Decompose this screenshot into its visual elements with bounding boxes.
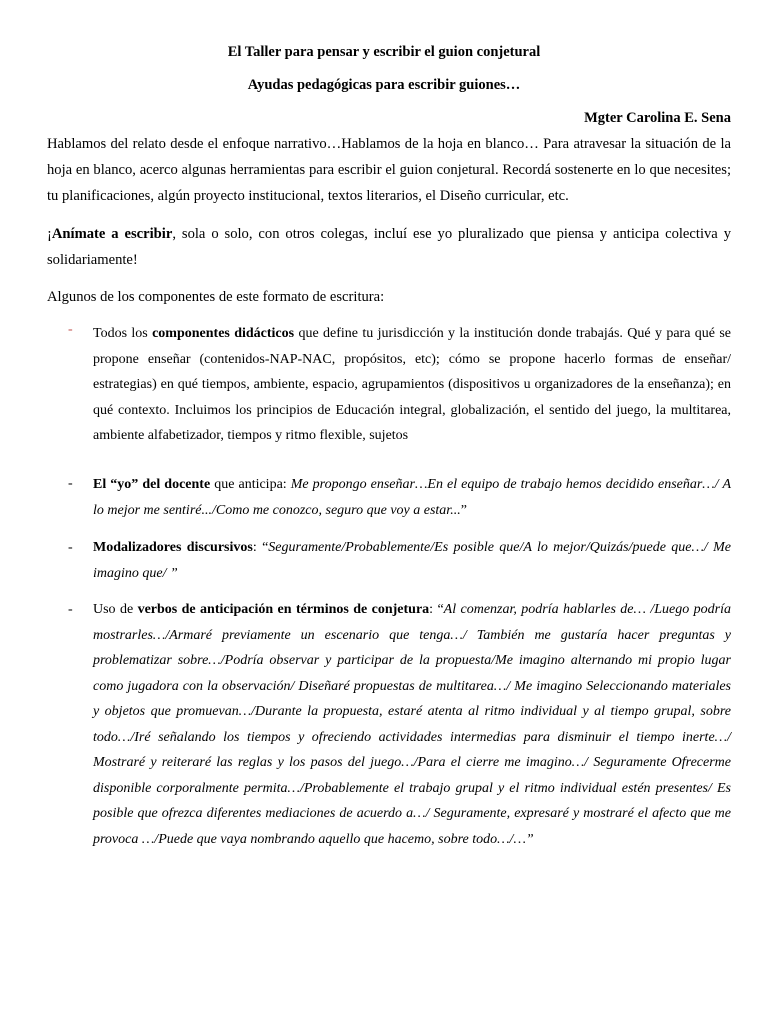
item-text: que anticipa: (210, 477, 291, 492)
document-title: El Taller para pensar y escribir el guion conjetural (227, 44, 541, 60)
item-end: ” (460, 502, 467, 518)
encourage-paragraph (47, 221, 731, 273)
list-dash: - (68, 540, 73, 555)
encourage-open: ¡ (47, 226, 52, 242)
list-dash: - (68, 602, 73, 617)
document-subtitle: Ayudas pedagógicas para escribir guiones… (247, 77, 521, 93)
item-italic: Seguramente/Probablemente/Es posible que/A lo mejor/Quizás/puede que…/ Me imagino que/ ” (93, 540, 731, 581)
item-pre: Uso de (93, 602, 138, 617)
item-bold: Modalizadores discursivos (93, 540, 253, 555)
item-text: : “ (252, 540, 269, 555)
list-item-yo-docente (93, 472, 731, 523)
item-italic: Al comenzar, podría hablarles de… /Luego podría mostrarles…/Armaré previamente un escenario que tenga…/ También me gustaría hacer preguntas y problematizar sobre…/Podría observar y participar de la propuesta/Me imagino alternando mi propio lugar como jugadora con la observación/ Diseñaré propuestas de multitarea…/ Me imagino Seleccionando materiales y objetos que promuevan…/Durante la propuesta, estaré atenta al ritmo individual y al tiempo grupal, sobre todo…/Iré señalando los tiempos y ofreciendo actividades intermedias para disminuir el tiempo inerte…/ Mostraré y reiteraré las reglas y los pasos del juego…/Para el cierre me imagino…/ Seguramente Ofrecerme disponible corporalmente permita…/Probablemente el trabajo grupal y el ritmo individual estén presentes/ Es posible que ofrezca diferentes mediaciones de acuerdo a…/ Seguramente, expresaré y mostraré el afecto que me provoca …/Puede que vaya nombrando aquello que hacemo, sobre todo…/…” (93, 602, 731, 847)
list-dash: - (68, 322, 73, 337)
item-italic: Me propongo enseñar…En el equipo de trabajo hemos decidido enseñar…/ A lo mejor me sentiré.../Como me conozco, seguro que voy a estar... (93, 477, 731, 518)
encourage-bold: Anímate a escribir (51, 226, 173, 242)
list-item-components (93, 321, 731, 449)
list-item-verbos (93, 597, 731, 852)
item-text: que define tu jurisdicción y la institución donde trabajás. Qué y para qué se propone enseñar (contenidos-NAP-NAC, propósitos, etc); cómo se propone hacerlo formas de enseñar/ estrategias) en qué tiempos, ambiente, espacio, agrupamientos (dispositivos u organizadores de la enseñanza); en qué contexto. Incluimos los principios de Educación integral, globalización, el sentido del juego, la multitarea, ambiente alfabetizador, tiempos y ritmo flexible, sujetos (93, 326, 731, 443)
item-bold: El “yo” del docente (93, 477, 211, 492)
intro-paragraph: Hablamos del relato desde el enfoque narrativo…Hablamos de la hoja en blanco… Para atravesar la situación de la hoja en blanco, acerco algunas herramientas para escribir el guion conjetural. Recordá sostenerte en lo que necesites; tu planificaciones, algún proyecto institucional, textos literarios, el Diseño curricular, etc. (47, 136, 731, 204)
item-bold: verbos de anticipación en términos de conjetura (137, 602, 430, 617)
item-pre: Todos los (93, 326, 153, 341)
encourage-rest: , sola o solo, con otros colegas, incluí ese yo pluralizado que piensa y anticipa colectiva y solidariamente! (47, 226, 731, 268)
list-item-modalizadores (93, 535, 731, 586)
item-text: : “ (429, 602, 444, 617)
list-dash: - (68, 476, 73, 491)
author-name: Mgter Carolina E. Sena (584, 110, 731, 126)
components-intro: Algunos de los componentes de este formato de escritura: (47, 289, 385, 305)
item-bold: componentes didácticos (152, 326, 295, 341)
